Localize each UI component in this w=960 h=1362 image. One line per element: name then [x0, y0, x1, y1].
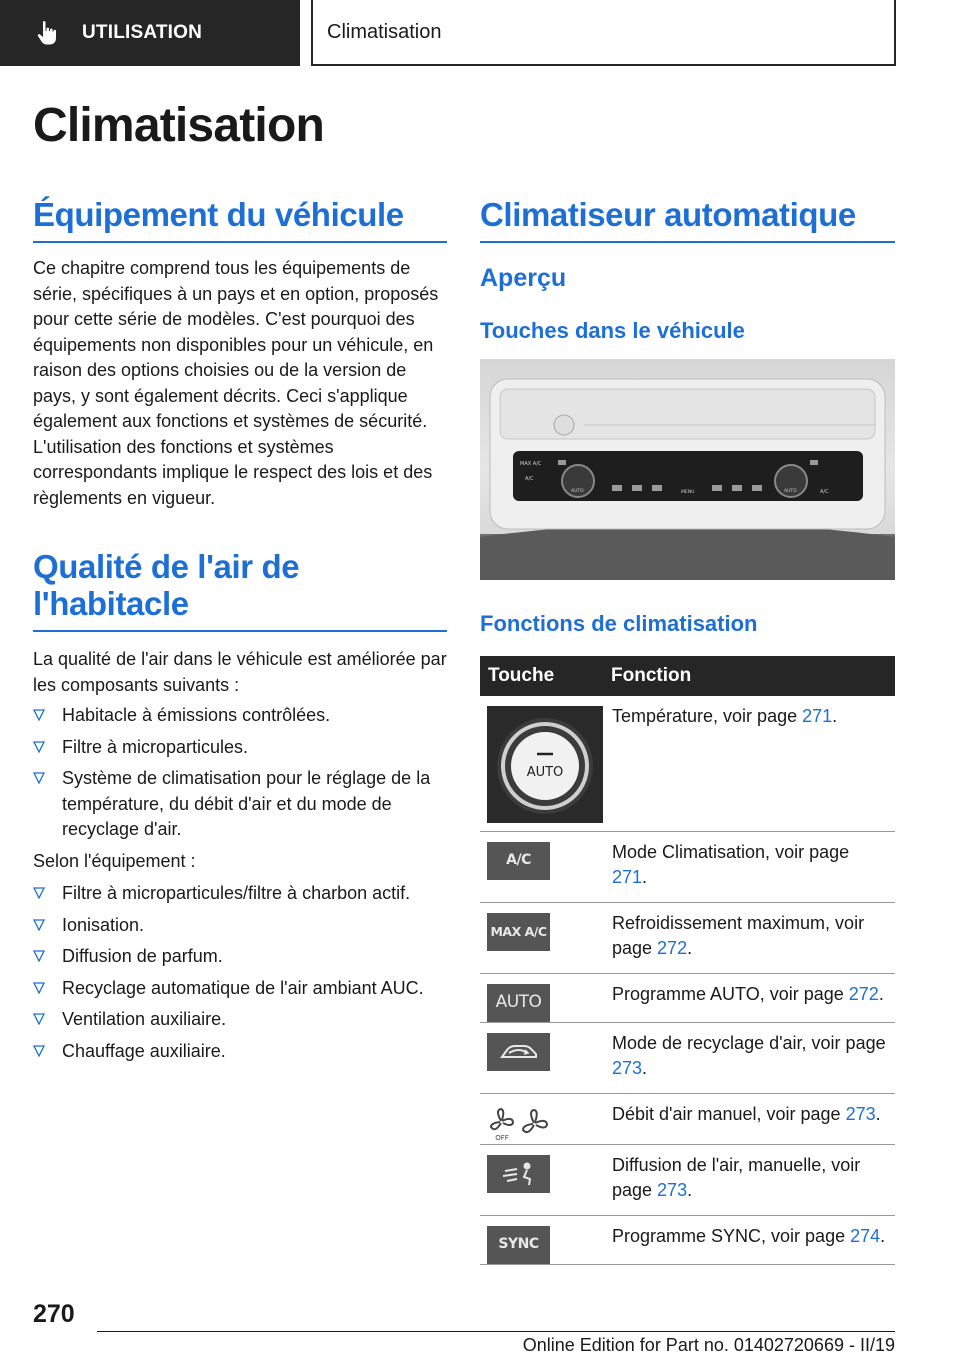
svg-text:AUTO: AUTO: [571, 489, 584, 494]
ac-key-icon: A/C: [487, 842, 550, 880]
triangle-bullet-icon: [33, 741, 45, 753]
table-row: AUTO Programme AUTO, voir page 272.: [480, 973, 895, 1022]
chapter-label: Climatisation: [327, 20, 442, 43]
edition-note: Online Edition for Part no. 01402720669 - II/19: [522, 1335, 895, 1355]
table-row: AUTO Température, voir page 271.: [480, 696, 895, 831]
page-link[interactable]: 271: [802, 706, 833, 726]
temperature-dial-icon: [487, 706, 603, 823]
triangle-bullet-icon: [33, 1013, 45, 1025]
section-title-air-quality: Qualité de l'air de l'habitacle: [33, 548, 447, 632]
page-link[interactable]: 272: [657, 937, 688, 958]
page-link[interactable]: 273: [845, 1103, 876, 1124]
section-title-auto-climate: Climatiseur automatique: [480, 196, 895, 243]
list-item: Filtre à microparticules.: [33, 735, 447, 761]
list-item: Ventilation auxiliaire.: [33, 1007, 453, 1033]
page-link[interactable]: 274: [850, 1225, 881, 1246]
column-header-function: Fonction: [603, 656, 895, 696]
list-item: Système de climatisation pour le réglage de la température, du débit d'air et du mode de recyclage d'air.: [33, 766, 447, 843]
list-item: Diffusion de parfum.: [33, 944, 453, 970]
subtitle-climate-functions: Fonctions de climatisation: [480, 611, 758, 636]
subtitle-overview: Aperçu: [480, 264, 567, 292]
air-distribution-key: [487, 1155, 550, 1193]
svg-text:A/C: A/C: [525, 476, 534, 482]
section-title-equipment: Équipement du véhicule: [33, 196, 447, 243]
air-quality-intro: La qualité de l'air dans le véhicule est améliorée par les composants suivants :: [33, 649, 447, 695]
svg-text:MENU: MENU: [681, 490, 695, 495]
table-row: Mode de recyclage d'air, voir page 273.: [480, 1022, 895, 1093]
equipment-paragraph: Ce chapitre comprend tous les équipements de série, spécifiques à un pays et en option, proposés pour cette série de modèles. C'est pourquoi des équipements non disponibles pour un véhicule, en raison des options choisies ou de la version de pays, y sont également décrits. Ceci s'applique également aux fonctions et systèmes de sécurité. L'utilisation des fonctions et systèmes correspondants implique le respect des lois et des règlements en vigueur.: [33, 258, 439, 508]
page-link[interactable]: 273: [657, 1179, 688, 1200]
recirculation-key: [487, 1033, 550, 1071]
page-header: [0, 0, 960, 66]
subtitle-buttons-in-vehicle: Touches dans le véhicule: [480, 318, 745, 343]
table-row: A/C Mode Climatisation, voir page 271.: [480, 831, 895, 902]
svg-text:MAX A/C: MAX A/C: [520, 461, 542, 467]
triangle-bullet-icon: [33, 887, 45, 899]
column-header-key: Touche: [480, 656, 603, 696]
table-row: Diffusion de l'air, manuelle, voir page 273.: [480, 1144, 895, 1215]
section-label: UTILISATION: [82, 22, 203, 43]
auto-key-icon: AUTO: [487, 984, 550, 1022]
fan-keys: [487, 1104, 550, 1144]
equipment-dependent-label: Selon l'équipement :: [33, 851, 196, 871]
page-title: Climatisation: [33, 99, 324, 152]
section-tab[interactable]: [0, 0, 300, 66]
triangle-bullet-icon: [33, 919, 45, 931]
page-number: 270: [33, 1300, 75, 1328]
chapter-box: [311, 0, 896, 66]
triangle-bullet-icon: [33, 709, 45, 721]
page-link[interactable]: 272: [848, 983, 879, 1004]
air-distribution-icon: [499, 1161, 539, 1187]
triangle-bullet-icon: [33, 982, 45, 994]
list-item: Habitacle à émissions contrôlées.: [33, 703, 447, 729]
list-item: Filtre à microparticules/filtre à charbon actif.: [33, 881, 453, 907]
svg-text:AUTO: AUTO: [784, 489, 797, 494]
page-link[interactable]: 273: [612, 1057, 643, 1078]
table-row: OFF Débit d'air manuel, voir page 273.: [480, 1093, 895, 1144]
footer-divider: [97, 1331, 895, 1332]
max-ac-key-icon: MAX A/C: [487, 913, 550, 951]
svg-text:OFF: OFF: [495, 1133, 509, 1142]
sync-key-icon: SYNC: [487, 1226, 550, 1264]
fan-icon: [520, 1106, 550, 1142]
list-item: Chauffage auxiliaire.: [33, 1039, 453, 1065]
svg-text:AUTO: AUTO: [526, 765, 564, 780]
list-item: Ionisation.: [33, 913, 453, 939]
svg-text:A/C: A/C: [820, 489, 829, 495]
list-item: Recyclage automatique de l'air ambiant AUC.: [33, 976, 453, 1002]
table-row: MAX A/C Refroidissement maximum, voir page 272.: [480, 902, 895, 973]
climate-panel-photo: [480, 359, 895, 580]
fan-off-icon: [487, 1106, 517, 1142]
hand-pointer-icon: [36, 20, 60, 46]
recirculation-icon: [499, 1041, 539, 1063]
component-list: [33, 703, 447, 849]
table-row: SYNC Programme SYNC, voir page 274.: [480, 1215, 895, 1264]
table-header-row: [480, 656, 895, 696]
page-link[interactable]: 271: [612, 866, 643, 887]
triangle-bullet-icon: [33, 772, 45, 784]
triangle-bullet-icon: [33, 950, 45, 962]
triangle-bullet-icon: [33, 1045, 45, 1057]
climate-functions-table: [480, 656, 895, 1265]
optional-list: [33, 881, 453, 1070]
